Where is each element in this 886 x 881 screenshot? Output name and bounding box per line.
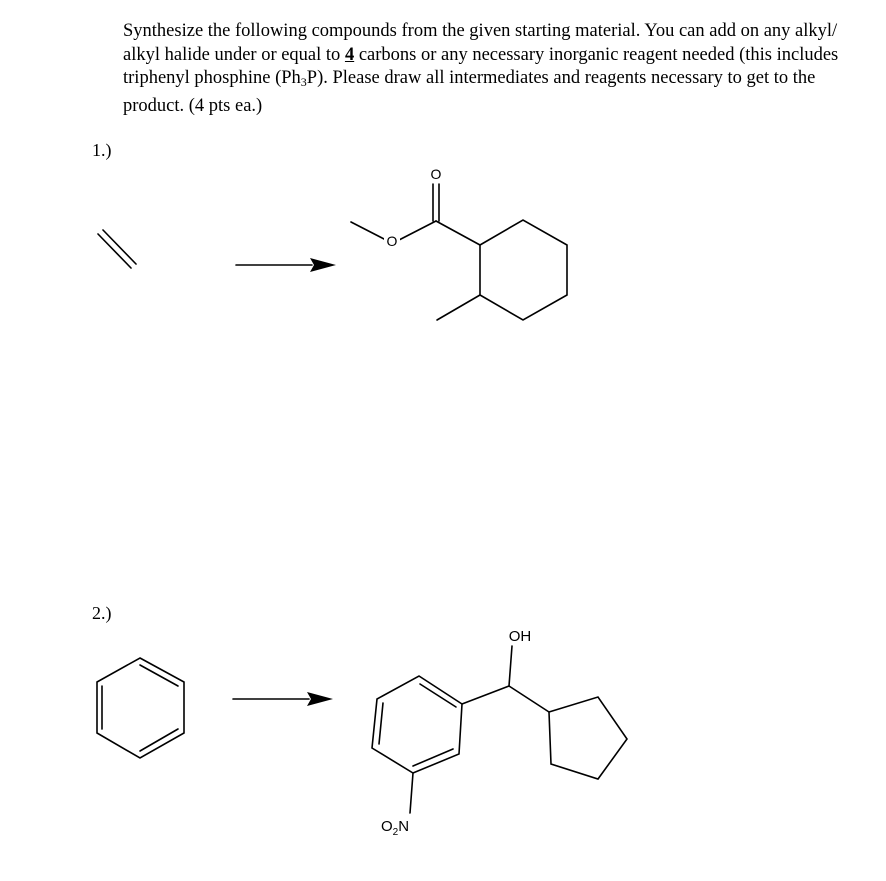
hydroxyl-label: OH: [508, 628, 532, 645]
benzene-structure: [97, 658, 184, 758]
question-2-label: 2.): [92, 603, 112, 623]
nitro-oxygen: O: [381, 818, 393, 835]
subscript-3: 3: [300, 75, 307, 89]
max-carbons-number: 4: [344, 44, 355, 65]
nitro-nitrogen: N: [398, 818, 410, 835]
ethylene-structure: [98, 230, 136, 268]
reaction-arrow-1: [236, 258, 336, 272]
nitro-subscript: 2: [392, 827, 399, 838]
reaction-arrow-2: [233, 692, 333, 706]
carbonyl-oxygen-label: O: [430, 166, 442, 182]
ester-oxygen-label: O: [386, 233, 398, 249]
alcohol-product-structure: [372, 646, 627, 813]
ester-product-structure: [351, 184, 567, 320]
nitro-group-label: [381, 818, 409, 838]
instructions-text-2: carbons or any necessary inorganic reagent needed (this includes triphenyl phosphine (Ph: [123, 44, 839, 88]
question-1-label: 1.): [92, 140, 112, 160]
instructions-text-3: P). Please draw all intermediates and reagents necessary to get to the product. (4 pts ea.): [123, 68, 816, 116]
instructions-text-1: Synthesize the following compounds from the given starting material. You can add on any alkyl/ alkyl halide under or equal to: [123, 21, 838, 65]
